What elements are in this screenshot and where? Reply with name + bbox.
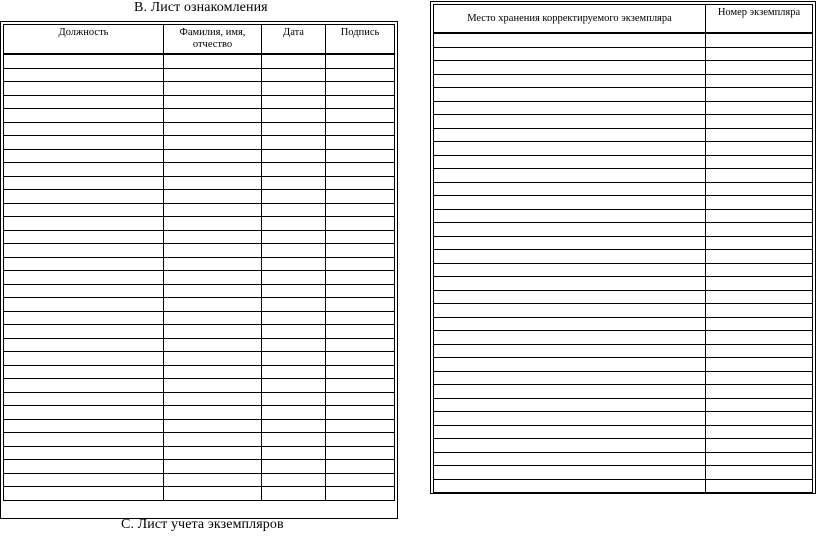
table-cell bbox=[326, 325, 395, 339]
table-cell bbox=[326, 54, 395, 68]
table-cell bbox=[326, 257, 395, 271]
familiarization-row bbox=[4, 311, 395, 325]
table-cell bbox=[262, 176, 326, 190]
copies-rows bbox=[434, 33, 813, 493]
table-cell bbox=[164, 271, 262, 285]
table-cell bbox=[706, 47, 813, 61]
table-cell bbox=[164, 473, 262, 487]
table-cell bbox=[4, 284, 164, 298]
table-cell bbox=[262, 379, 326, 393]
table-cell bbox=[4, 473, 164, 487]
table-cell bbox=[706, 250, 813, 264]
table-cell bbox=[164, 217, 262, 231]
table-cell bbox=[326, 392, 395, 406]
table-cell bbox=[4, 136, 164, 150]
table-cell bbox=[4, 68, 164, 82]
table-cell bbox=[262, 68, 326, 82]
table-cell bbox=[164, 446, 262, 460]
table-cell bbox=[326, 163, 395, 177]
table-cell bbox=[326, 68, 395, 82]
table-cell bbox=[706, 371, 813, 385]
copies-row bbox=[434, 439, 813, 453]
table-cell bbox=[164, 433, 262, 447]
familiarization-row bbox=[4, 284, 395, 298]
copies-row bbox=[434, 331, 813, 345]
copies-row bbox=[434, 479, 813, 493]
table-cell bbox=[434, 142, 706, 156]
table-cell bbox=[4, 298, 164, 312]
familiarization-row bbox=[4, 487, 395, 501]
familiarization-row bbox=[4, 257, 395, 271]
table-cell bbox=[434, 128, 706, 142]
table-cell bbox=[434, 344, 706, 358]
familiarization-row bbox=[4, 244, 395, 258]
table-cell bbox=[434, 398, 706, 412]
table-cell bbox=[706, 290, 813, 304]
table-cell bbox=[4, 311, 164, 325]
table-cell bbox=[262, 487, 326, 501]
table-cell bbox=[434, 74, 706, 88]
table-cell bbox=[4, 190, 164, 204]
table-cell bbox=[326, 217, 395, 231]
table-cell bbox=[326, 203, 395, 217]
table-cell bbox=[434, 250, 706, 264]
familiarization-row bbox=[4, 54, 395, 68]
column-header-copy-number: Номер экземпляра bbox=[706, 5, 813, 34]
table-cell bbox=[262, 284, 326, 298]
table-cell bbox=[4, 163, 164, 177]
table-cell bbox=[262, 365, 326, 379]
table-cell bbox=[164, 284, 262, 298]
familiarization-row bbox=[4, 163, 395, 177]
table-cell bbox=[262, 257, 326, 271]
table-cell bbox=[262, 54, 326, 68]
familiarization-row bbox=[4, 95, 395, 109]
familiarization-row bbox=[4, 352, 395, 366]
copies-row bbox=[434, 425, 813, 439]
copies-row bbox=[434, 155, 813, 169]
copies-row bbox=[434, 223, 813, 237]
table-cell bbox=[434, 88, 706, 102]
table-cell bbox=[706, 128, 813, 142]
copies-row bbox=[434, 466, 813, 480]
table-cell bbox=[4, 419, 164, 433]
familiarization-row bbox=[4, 190, 395, 204]
copies-register-title: C. Лист учета экземпляров bbox=[121, 517, 284, 532]
column-header-storage-location: Место хранения корректируемого экземпляра bbox=[434, 5, 706, 34]
table-cell bbox=[164, 190, 262, 204]
table-cell bbox=[706, 479, 813, 493]
copies-row bbox=[434, 74, 813, 88]
copies-header-row bbox=[434, 5, 813, 34]
table-cell bbox=[4, 82, 164, 96]
table-cell bbox=[4, 338, 164, 352]
familiarization-row bbox=[4, 136, 395, 150]
familiarization-sheet-title: B. Лист ознакомления bbox=[134, 0, 268, 15]
table-cell bbox=[706, 425, 813, 439]
table-cell bbox=[262, 325, 326, 339]
table-cell bbox=[326, 298, 395, 312]
table-cell bbox=[4, 244, 164, 258]
table-cell bbox=[4, 460, 164, 474]
table-cell bbox=[434, 304, 706, 318]
familiarization-row bbox=[4, 392, 395, 406]
table-cell bbox=[4, 149, 164, 163]
table-cell bbox=[164, 325, 262, 339]
table-cell bbox=[706, 317, 813, 331]
table-cell bbox=[164, 95, 262, 109]
familiarization-row bbox=[4, 406, 395, 420]
copies-row bbox=[434, 209, 813, 223]
copies-row bbox=[434, 412, 813, 426]
table-cell bbox=[164, 379, 262, 393]
table-cell bbox=[326, 446, 395, 460]
column-header-signature: Подпись bbox=[326, 25, 395, 55]
table-cell bbox=[326, 244, 395, 258]
table-cell bbox=[434, 439, 706, 453]
copies-row bbox=[434, 317, 813, 331]
table-cell bbox=[164, 460, 262, 474]
table-cell bbox=[434, 47, 706, 61]
table-cell bbox=[434, 196, 706, 210]
column-header-position: Должность bbox=[4, 25, 164, 55]
table-cell bbox=[326, 284, 395, 298]
table-cell bbox=[4, 217, 164, 231]
table-cell bbox=[706, 61, 813, 75]
table-cell bbox=[434, 61, 706, 75]
table-cell bbox=[326, 190, 395, 204]
familiarization-row bbox=[4, 149, 395, 163]
table-cell bbox=[262, 136, 326, 150]
table-cell bbox=[706, 358, 813, 372]
copies-row bbox=[434, 304, 813, 318]
table-cell bbox=[262, 163, 326, 177]
table-cell bbox=[706, 209, 813, 223]
table-cell bbox=[326, 460, 395, 474]
familiarization-row bbox=[4, 68, 395, 82]
table-cell bbox=[262, 122, 326, 136]
table-cell bbox=[164, 244, 262, 258]
table-cell bbox=[262, 311, 326, 325]
table-cell bbox=[164, 163, 262, 177]
table-cell bbox=[434, 155, 706, 169]
copies-row bbox=[434, 358, 813, 372]
table-cell bbox=[434, 101, 706, 115]
table-cell bbox=[164, 68, 262, 82]
familiarization-row bbox=[4, 271, 395, 285]
familiarization-table bbox=[3, 24, 395, 501]
familiarization-row bbox=[4, 109, 395, 123]
copies-row bbox=[434, 398, 813, 412]
table-cell bbox=[706, 101, 813, 115]
table-cell bbox=[262, 460, 326, 474]
copies-table bbox=[433, 4, 813, 493]
table-cell bbox=[4, 379, 164, 393]
familiarization-row bbox=[4, 176, 395, 190]
table-cell bbox=[262, 203, 326, 217]
copies-row bbox=[434, 371, 813, 385]
copies-row bbox=[434, 196, 813, 210]
table-cell bbox=[164, 392, 262, 406]
table-cell bbox=[706, 277, 813, 291]
table-cell bbox=[262, 271, 326, 285]
familiarization-row bbox=[4, 82, 395, 96]
table-cell bbox=[706, 155, 813, 169]
table-cell bbox=[164, 419, 262, 433]
table-cell bbox=[326, 338, 395, 352]
copies-row bbox=[434, 47, 813, 61]
table-cell bbox=[262, 190, 326, 204]
table-cell bbox=[4, 95, 164, 109]
table-cell bbox=[706, 236, 813, 250]
table-cell bbox=[706, 88, 813, 102]
table-cell bbox=[164, 406, 262, 420]
copies-row bbox=[434, 277, 813, 291]
copies-row bbox=[434, 344, 813, 358]
table-cell bbox=[262, 109, 326, 123]
copies-row bbox=[434, 263, 813, 277]
table-cell bbox=[706, 304, 813, 318]
table-cell bbox=[434, 169, 706, 183]
familiarization-table-frame bbox=[0, 21, 398, 519]
table-cell bbox=[706, 398, 813, 412]
familiarization-row bbox=[4, 338, 395, 352]
table-cell bbox=[326, 352, 395, 366]
table-cell bbox=[326, 473, 395, 487]
table-cell bbox=[434, 209, 706, 223]
familiarization-header-row bbox=[4, 25, 395, 55]
column-header-full-name: Фамилия, имя, отчество bbox=[164, 25, 262, 55]
table-cell bbox=[262, 217, 326, 231]
table-cell bbox=[164, 230, 262, 244]
table-cell bbox=[434, 358, 706, 372]
table-cell bbox=[4, 176, 164, 190]
table-cell bbox=[326, 487, 395, 501]
copies-row bbox=[434, 169, 813, 183]
table-cell bbox=[706, 385, 813, 399]
table-cell bbox=[164, 311, 262, 325]
table-cell bbox=[326, 379, 395, 393]
table-cell bbox=[706, 452, 813, 466]
table-cell bbox=[4, 446, 164, 460]
table-cell bbox=[326, 122, 395, 136]
table-cell bbox=[434, 412, 706, 426]
table-cell bbox=[164, 365, 262, 379]
table-cell bbox=[4, 54, 164, 68]
table-cell bbox=[4, 433, 164, 447]
table-cell bbox=[262, 406, 326, 420]
table-cell bbox=[164, 257, 262, 271]
table-cell bbox=[706, 182, 813, 196]
familiarization-rows bbox=[4, 54, 395, 500]
table-cell bbox=[706, 169, 813, 183]
copies-row bbox=[434, 236, 813, 250]
table-cell bbox=[706, 331, 813, 345]
table-cell bbox=[326, 311, 395, 325]
table-cell bbox=[164, 176, 262, 190]
table-cell bbox=[326, 365, 395, 379]
table-cell bbox=[262, 352, 326, 366]
table-cell bbox=[262, 433, 326, 447]
table-cell bbox=[262, 82, 326, 96]
table-cell bbox=[164, 338, 262, 352]
table-cell bbox=[706, 263, 813, 277]
copies-row bbox=[434, 250, 813, 264]
table-cell bbox=[4, 122, 164, 136]
table-cell bbox=[706, 412, 813, 426]
table-cell bbox=[434, 385, 706, 399]
table-cell bbox=[262, 446, 326, 460]
table-cell bbox=[326, 95, 395, 109]
table-cell bbox=[706, 223, 813, 237]
table-cell bbox=[4, 109, 164, 123]
table-cell bbox=[434, 182, 706, 196]
table-cell bbox=[706, 115, 813, 129]
table-cell bbox=[326, 82, 395, 96]
table-cell bbox=[4, 406, 164, 420]
familiarization-row bbox=[4, 365, 395, 379]
table-cell bbox=[164, 82, 262, 96]
table-cell bbox=[164, 136, 262, 150]
familiarization-row bbox=[4, 446, 395, 460]
table-cell bbox=[164, 203, 262, 217]
table-cell bbox=[326, 109, 395, 123]
familiarization-row bbox=[4, 298, 395, 312]
table-cell bbox=[164, 298, 262, 312]
copies-row bbox=[434, 115, 813, 129]
table-cell bbox=[434, 236, 706, 250]
table-cell bbox=[434, 479, 706, 493]
copies-row bbox=[434, 61, 813, 75]
table-cell bbox=[262, 230, 326, 244]
familiarization-row bbox=[4, 122, 395, 136]
table-cell bbox=[434, 115, 706, 129]
table-cell bbox=[434, 33, 706, 47]
familiarization-row bbox=[4, 379, 395, 393]
copies-row bbox=[434, 290, 813, 304]
table-cell bbox=[434, 452, 706, 466]
table-cell bbox=[164, 109, 262, 123]
table-cell bbox=[706, 33, 813, 47]
familiarization-row bbox=[4, 419, 395, 433]
table-cell bbox=[4, 392, 164, 406]
table-cell bbox=[326, 230, 395, 244]
familiarization-row bbox=[4, 203, 395, 217]
familiarization-row bbox=[4, 433, 395, 447]
table-cell bbox=[434, 290, 706, 304]
table-cell bbox=[262, 149, 326, 163]
table-cell bbox=[434, 223, 706, 237]
table-cell bbox=[4, 230, 164, 244]
familiarization-row bbox=[4, 217, 395, 231]
copies-row bbox=[434, 142, 813, 156]
table-cell bbox=[262, 244, 326, 258]
table-cell bbox=[262, 338, 326, 352]
table-cell bbox=[706, 74, 813, 88]
table-cell bbox=[434, 425, 706, 439]
table-cell bbox=[4, 352, 164, 366]
copies-row bbox=[434, 101, 813, 115]
table-cell bbox=[4, 365, 164, 379]
table-cell bbox=[706, 439, 813, 453]
table-cell bbox=[706, 344, 813, 358]
familiarization-row bbox=[4, 325, 395, 339]
familiarization-row bbox=[4, 473, 395, 487]
table-cell bbox=[434, 263, 706, 277]
table-cell bbox=[326, 419, 395, 433]
table-cell bbox=[164, 352, 262, 366]
table-cell bbox=[706, 196, 813, 210]
table-cell bbox=[164, 487, 262, 501]
copies-row bbox=[434, 128, 813, 142]
table-cell bbox=[262, 298, 326, 312]
table-cell bbox=[4, 271, 164, 285]
table-cell bbox=[434, 371, 706, 385]
table-cell bbox=[706, 142, 813, 156]
table-cell bbox=[326, 149, 395, 163]
table-cell bbox=[4, 325, 164, 339]
table-cell bbox=[164, 122, 262, 136]
table-cell bbox=[434, 331, 706, 345]
table-cell bbox=[4, 203, 164, 217]
table-cell bbox=[326, 433, 395, 447]
table-cell bbox=[262, 392, 326, 406]
table-cell bbox=[4, 487, 164, 501]
copies-row bbox=[434, 88, 813, 102]
table-cell bbox=[326, 271, 395, 285]
table-cell bbox=[262, 419, 326, 433]
familiarization-row bbox=[4, 230, 395, 244]
table-cell bbox=[326, 406, 395, 420]
table-cell bbox=[706, 466, 813, 480]
table-cell bbox=[434, 466, 706, 480]
table-cell bbox=[164, 149, 262, 163]
copies-table-frame bbox=[430, 1, 816, 494]
table-cell bbox=[4, 257, 164, 271]
table-cell bbox=[262, 95, 326, 109]
copies-row bbox=[434, 33, 813, 47]
table-cell bbox=[164, 54, 262, 68]
table-cell bbox=[326, 176, 395, 190]
copies-row bbox=[434, 452, 813, 466]
table-cell bbox=[262, 473, 326, 487]
table-cell bbox=[434, 277, 706, 291]
column-header-date: Дата bbox=[262, 25, 326, 55]
copies-row bbox=[434, 182, 813, 196]
table-cell bbox=[326, 136, 395, 150]
familiarization-row bbox=[4, 460, 395, 474]
copies-row bbox=[434, 385, 813, 399]
table-cell bbox=[434, 317, 706, 331]
